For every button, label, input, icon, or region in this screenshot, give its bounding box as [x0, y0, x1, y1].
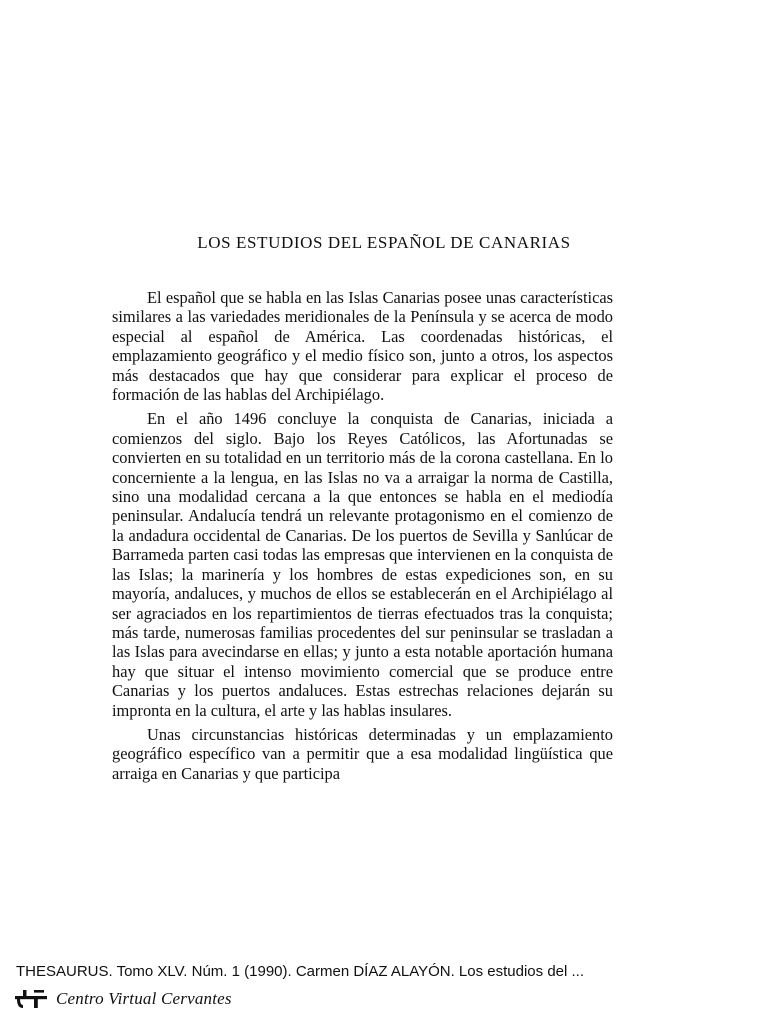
paragraph-1: El español que se habla en las Islas Canarias posee unas características similares a las variedades meridionales de la Península y se acerca de modo especial al español de América. Las coordenadas históricas, el emplazamiento geográfico y el medio físico son, junto a otros, los aspectos más destacados que hay que considerar para explicar el proceso de formación de las hablas del Archipiélago. [112, 288, 613, 405]
footer-citation[interactable]: THESAURUS. Tomo XLV. Núm. 1 (1990). Carmen DÍAZ ALAYÓN. Los estudios del ... [16, 963, 585, 980]
document-body [112, 288, 613, 788]
brand-name: Centro Virtual Cervantes [56, 989, 232, 1008]
document-title: LOS ESTUDIOS DEL ESPAÑOL DE CANARIAS [197, 233, 571, 252]
cvc-logo-icon [14, 989, 48, 1009]
footer-brand[interactable] [14, 988, 232, 1010]
paragraph-2: En el año 1496 concluye la conquista de Canarias, iniciada a comienzos del siglo. Bajo los Reyes Católicos, las Afortunadas se convierten en su totalidad en un territorio más de la corona castellana. En lo concerniente a la lengua, en las Islas no va a arraigar la norma de Castilla, sino una modalidad cercana a la que entonces se habla en el mediodía peninsular. Andalucía tendrá un relevante protagonismo en el comienzo de la andadura occidental de Canarias. De los puertos de Sevilla y Sanlúcar de Barrameda parten casi todas las empresas que intervienen en la conquista de las Islas; la marinería y los hombres de estas expediciones son, en su mayoría, andaluces, y muchos de ellos se establecerán en el Archipiélago al ser agraciados en los repartimientos de tierras efectuados tras la conquista; más tarde, numerosas familias procedentes del sur peninsular se trasladan a las Islas para avecindarse en ellas; y junto a esta notable aportación humana hay que situar el intenso movimiento comercial que se produce entre Canarias y los puertos andaluces. Estas estrechas relaciones dejarán su impronta en la cultura, el arte y las hablas insulares. [112, 409, 613, 720]
paragraph-3: Unas circunstancias históricas determinadas y un emplazamiento geográfico específico van a permitir que a esa modalidad lingüística que arraiga en Canarias y que participa [112, 724, 613, 783]
